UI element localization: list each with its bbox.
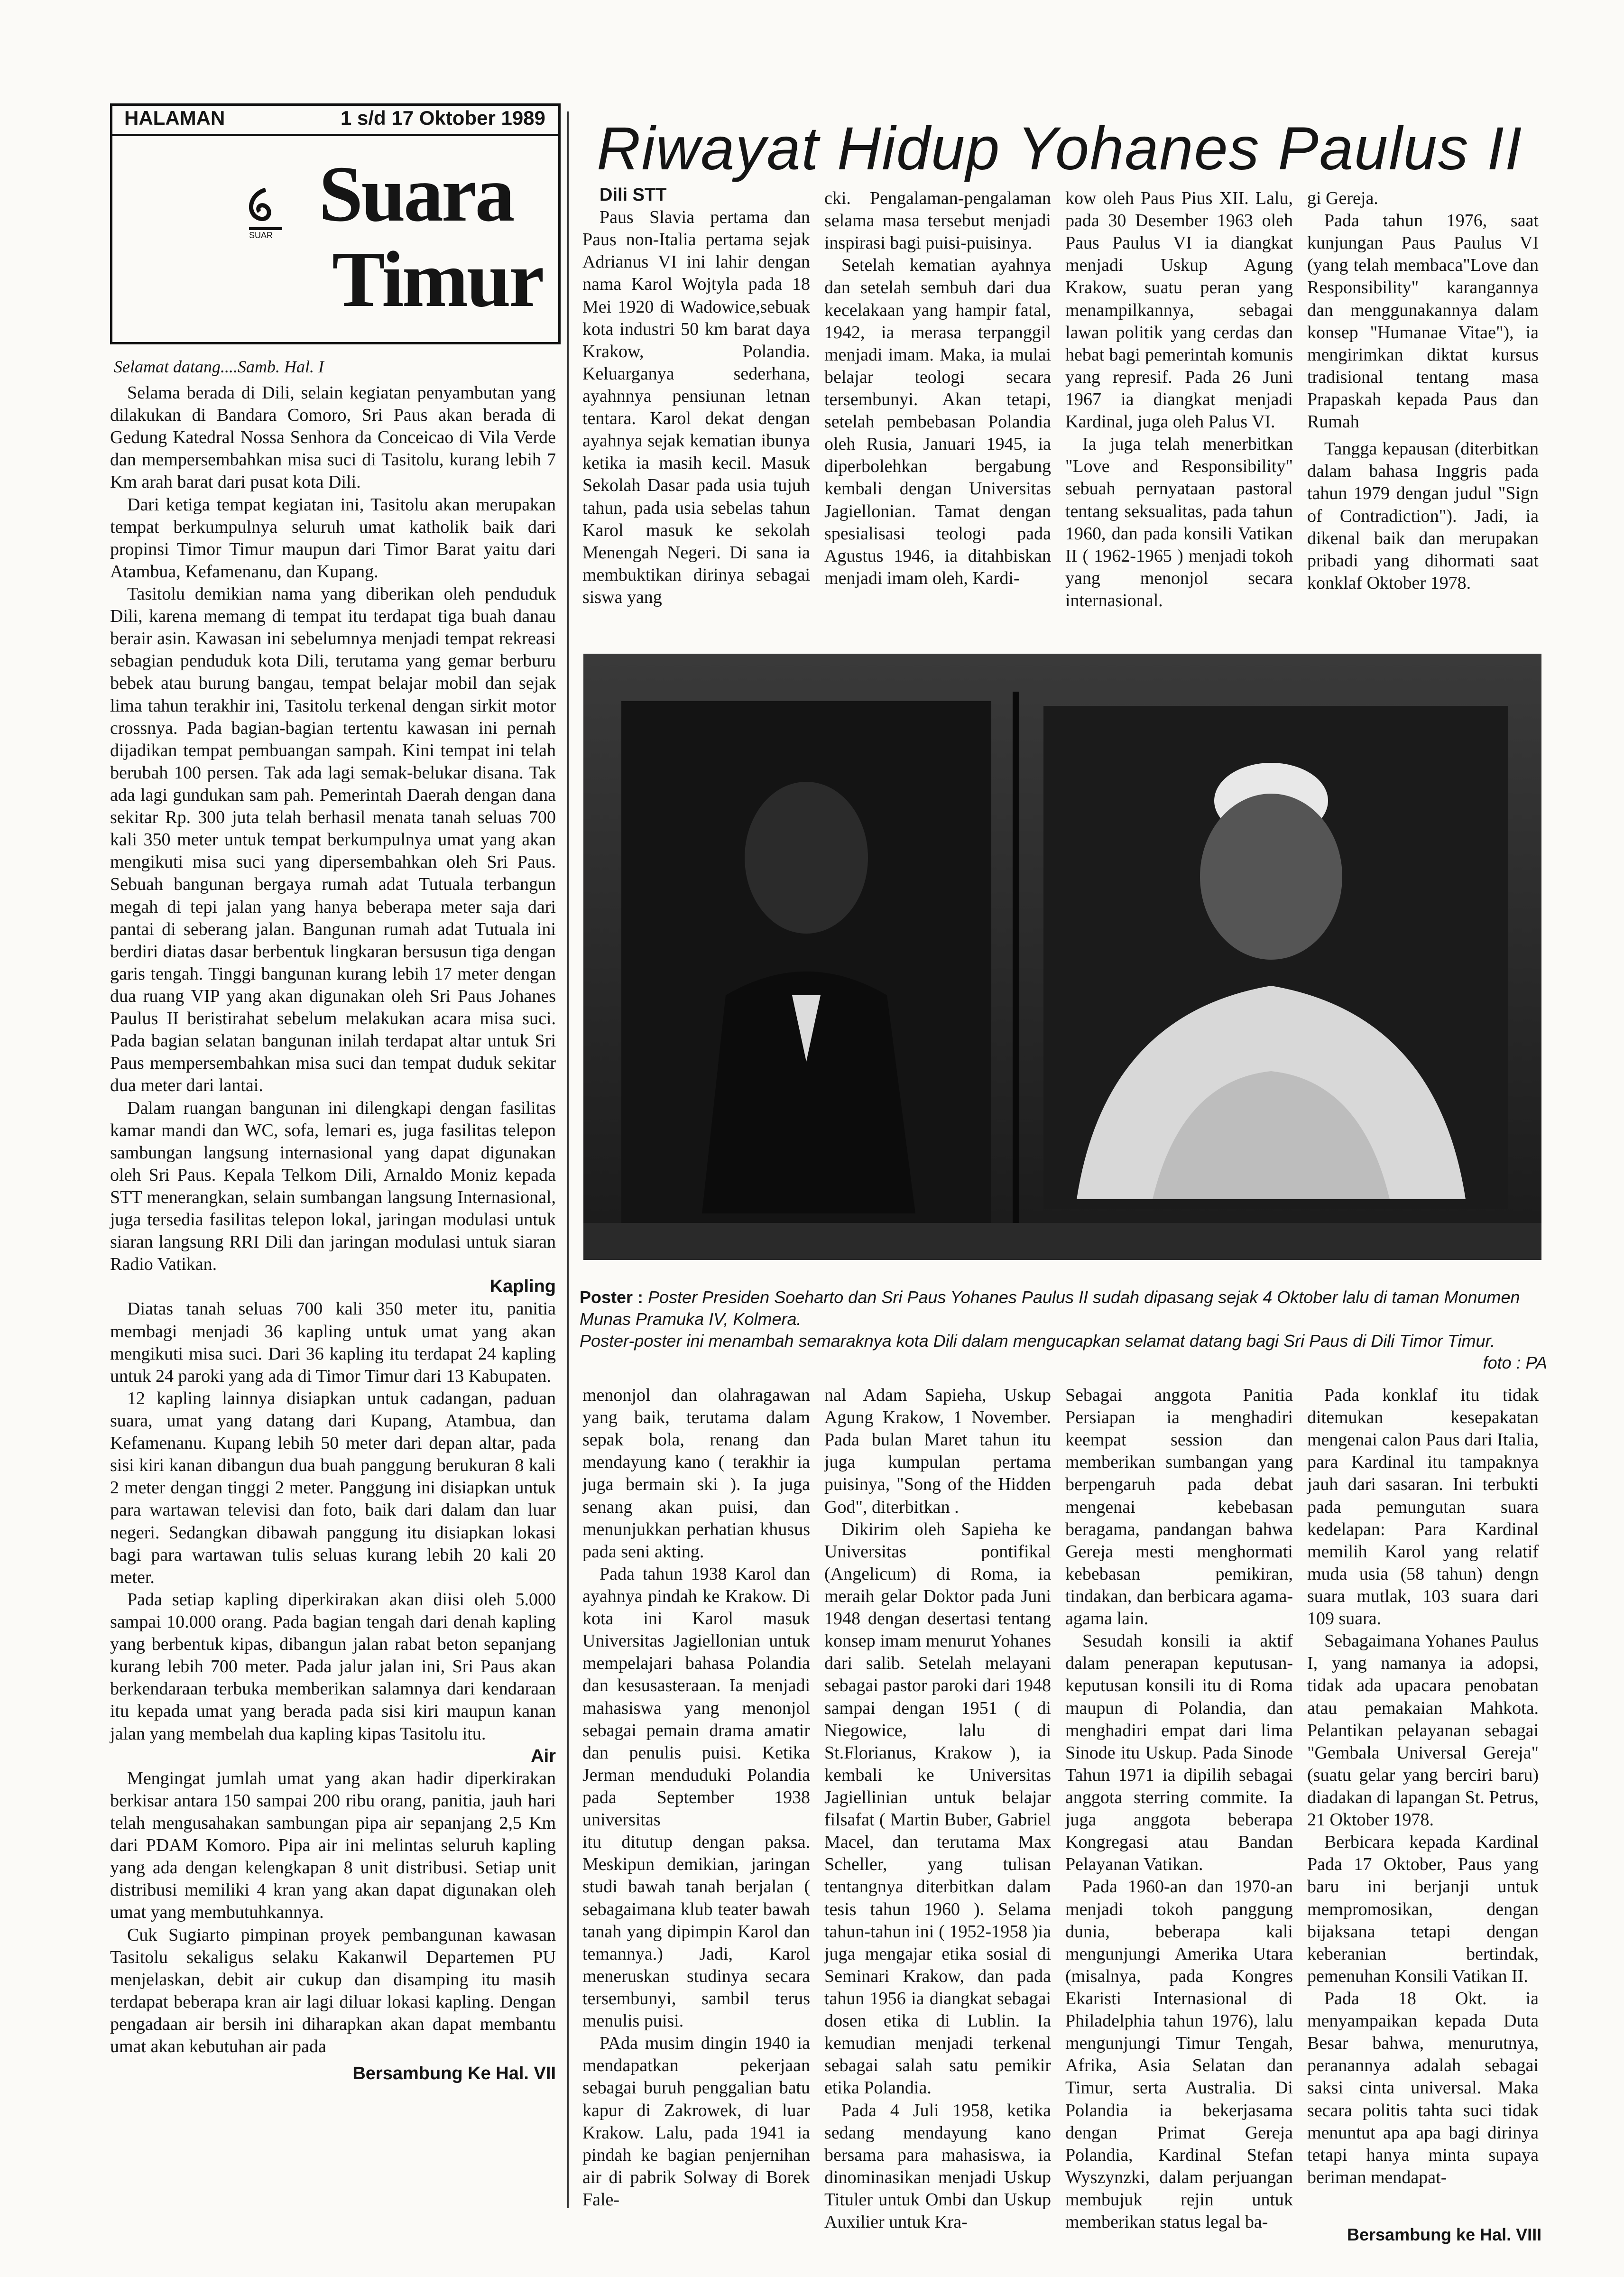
masthead-logo-timur: Timur <box>332 235 543 324</box>
left-paragraph: Tasitolu demikian nama yang diberikan oleh penduduk Dili, karena memang di tempat itu terdapat tiga buah danau berair asin. Kawasan ini sebelumnya menjadi tempat rekreasi sebagian penduduk kota Dili, terutama yang gemar berburu bebek atau burung bangau, tempat belajar mobil dan sejak lima tahun terakhir ini, Tasitolu terkenal dengan sirkit motor crossnya. Pada bagian-bagian tertentu kawasan ini pernah dijadikan tempat pembuangan sampah. Kini tempat ini telah berubah 100 persen. Tak ada lagi semak-belukar disana. Tak ada lagi gundukan sam pah. Pemerintah Daerah dengan dana sekitar Rp. 300 juta telah berhasil menata tanah seluas 700 kali 350 meter untuk tempat berkumpulnya umat yang akan mengikuti misa suci yang dipersembahkan oleh Sri Paus. Sebuah bangunan bergaya rumah adat Tutuala terbangun megah di tepi jalan yang hanya beberapa meter saja dari pantai di seberang jalan. Bangunan rumah adat Tutuala ini berdiri diatas dasar berbentuk lingkaran bersusun tiga dengan garis tengah. Tinggi bangunan kurang lebih 17 meter dengan dua ruang VIP yang akan digunakan oleh Sri Paus Johanes Paulus II beristirahat sebelum melakukan acara misa suci. Pada bagian selatan bangunan inilah terdapat altar untuk Sri Paus mempersembahkan misa suci dan tempat duduk sekitar dua meter dari lantai. <box>110 583 556 1096</box>
main-paragraph: nal Adam Sapieha, Uskup Agung Krakow, 1 November. Pada bulan Maret tahun itu juga kumpulan pertama puisinya, "Song of the Hidden God", diterbitkan . <box>824 1385 1051 1517</box>
newspaper-emblem-icon <box>240 185 292 242</box>
caption-text-2: Poster-poster ini menambah semaraknya kota Dili dalam mengucapkan selamat datang bagi Sri Paus di Dili Timor Timur. <box>580 1331 1495 1351</box>
subhead-kapling: Kapling <box>489 1277 556 1297</box>
left-paragraph: Selama berada di Dili, selain kegiatan penyambutan yang dilakukan di Bandara Comoro, Sri Paus akan berada di Gedung Katedral Nossa Senhora da Conceicao di Vila Verde dan mempersembahkan misa suci di Tasitolu, kurang lebih 7 Km arah barat dari pusat kota Dili. <box>110 383 556 492</box>
continuation-kicker: Selamat datang....Samb. Hal. I <box>114 357 324 376</box>
main-bottom-col-1 <box>582 1384 810 2211</box>
left-paragraph: Dari ketiga tempat kegiatan ini, Tasitolu akan merupakan tempat berkumpulnya seluruh umat katholik baik dari propinsi Timor Timur maupun dari Timor Barat yaitu dari Atambua, Kefamenanu, dan Kupang. <box>110 494 556 582</box>
main-paragraph: Pada tahun 1976, saat kunjungan Paus Paulus VI (yang telah membaca"Love dan Responsibility" karangannya dan menggunakannya dalam konsep "Humanae Vitae"), ia mengirimkan diktat kursus tradisional tentang masa Prapaskah kepada Paus dan Rumah <box>1307 211 1539 432</box>
main-top-col-3 <box>1065 187 1293 612</box>
main-paragraph: Pada 4 Juli 1958, ketika sedang mendayung kano bersama para mahasiswa, ia dinominasikan menjadi Uskup Tituler untuk Ombi dan Uskup Auxilier untuk Kra- <box>824 2100 1051 2232</box>
subhead-air: Air <box>531 1746 556 1766</box>
main-paragraph: Ia juga telah menerbitkan "Love and Responsibility" sebuah pernyataan pastoral tentang seksualitas, pada tahun 1960, dan pada konsili Vatikan II ( 1962-1965 ) menjadi tokoh yang menonjol secara internasional. <box>1065 434 1293 611</box>
main-top-col-1 <box>582 184 810 609</box>
main-bottom-col-4 <box>1307 1384 1539 2189</box>
main-paragraph: PAda musim dingin 1940 ia mendapatkan pekerjaan sebagai buruh penggalian batu kapur di Zakrowek, di luar Krakow. Lalu, pada 1941 ia pindah ke bagian penjernihan air di pabrik Solway di Borek Fale- <box>582 2033 810 2210</box>
main-paragraph: Dikirim oleh Sapieha ke Universitas pontifikal (Angelicum) di Roma, ia meraih gelar Doktor pada Juni 1948 dengan desertasi tentang konsep imam menurut Yohanes dari salib. Setelah melayani sebagai pastor paroki dari 1948 sampai dengan 1951 ( di Niegowice, lalu di St.Florianus, Krakow ), ia kembali ke Universitas Jagiellinian untuk belajar filsafat ( Martin Buber, Gabriel Macel, dan terutama Max Scheller, yang tulisan tentangnya diterbitkan dalam tesis tahun 1960 ). Selama tahun-tahun ini ( 1952-1958 )ia juga mengajar etika sosial di Seminari Krakow, dan pada tahun 1956 ia diangkat sebagai dosen etika di Lublin. Ia kemudian menjadi terkenal sebagai salah satu pemikir etika Polandia. <box>824 1519 1051 2098</box>
continued-notice-main: Bersambung ke Hal. VIII <box>1347 2225 1542 2244</box>
main-paragraph: Pada konklaf itu tidak ditemukan kesepakatan mengenai calon Paus dari Italia, para Kardinal itu tampaknya jauh dari sasaran. Ini terbukti pada pemungutan suara kedelapan: Para Kardinal memilih Karol yang relatif muda usia (58 tahun) dengn suara mutlak, 103 suara dari 109 suara. <box>1307 1385 1539 1629</box>
main-paragraph: Sebagai anggota Panitia Persiapan ia menghadiri keempat session dan memberikan sumbangan yang berpengaruh pada debat mengenai kebebasan beragama, pandangan bahwa Gereja mesti menghormati kebebasan pemikiran, tindakan, dan berbicara agama-agama lain. <box>1065 1385 1293 1629</box>
left-paragraph: Cuk Sugiarto pimpinan proyek pembangunan kawasan Tasitolu sekaligus selaku Kakanwil Departemen PU menjelaskan, debit air cukup dan disamping itu masih terdapat beberapa kran air lagi diluar lokasi kapling. Dengan pengadaan air bersih ini diharapkan akan dapat membantu umat akan kebutuhan air pada <box>110 1925 556 2057</box>
left-paragraph: Mengingat jumlah umat yang akan hadir diperkirakan berkisar antara 150 sampai 200 ribu orang, panitia, jauh hari telah mengusahakan sambungan pipa air sepanjang 2,5 Km dari PDAM Komoro. Pipa air ini melintas seluruh kapling yang ada dengan kelengkapan 8 unit distribusi. Setiap unit distribusi memiliki 4 kran yang akan dapat digunakan oleh umat yang membutuhkannya. <box>110 1768 556 1923</box>
photo-caption <box>580 1287 1547 1374</box>
left-paragraph: Pada setiap kapling diperkirakan akan diisi oleh 5.000 sampai 10.000 orang. Pada bagian tengah dari denah kapling yang berbentuk kipas, dibangun jalan rabat beton sepanjang kurang lebih 700 meter. Pada jalur jalan ini, Sri Paus akan berkendaraan terbuka memberikan salamnya dari kendaraan itu kepada umat yang berada pada sisi kiri maupun kanan jalan yang membelah dua kapling kipas Tasitolu itu. <box>110 1589 556 1744</box>
caption-label: Poster : <box>580 1287 644 1307</box>
main-paragraph: Paus Slavia pertama dan Paus non-Italia pertama sejak Adrianus VI ini lahir dengan nama Karol Wojtyla pada 18 Mei 1920 di Wadowice,sebuak kota industri 50 km barat daya Krakow, Polandia. Keluarganya sederhana, ayahnnya pensiunan letnan tentara. Karol dekat dengan ayahnya sejak kematian ibunya ketika ia masih kecil. Masuk Sekolah Dasar pada usia tujuh tahun, pada usia sebelas tahun Karol masuk ke sekolah Menengah Negeri. Di sana ia membuktikan dirinya sebagai siswa yang <box>582 207 810 607</box>
main-bottom-col-2 <box>824 1384 1051 2233</box>
photo-credit: foto : PA <box>1483 1353 1547 1373</box>
main-paragraph: kow oleh Paus Pius XII. Lalu, pada 30 Desember 1963 oleh Paus Paulus VI ia diangkat menjadi Uskup Agung Krakow, suatu peran yang menampilkannya, sebagai lawan politik yang cerdas dan hebat bagi pemerintah komunis yang represif. Pada 26 Juni 1967 ia diangkat menjadi Kardinal, juga oleh Palus VI. <box>1065 188 1293 432</box>
main-bottom-col-3 <box>1065 1384 1293 2233</box>
left-article-column <box>110 382 556 2085</box>
main-paragraph: Setelah kematian ayahnya dan setelah sembuh dari dua kecelakaan yang hampir fatal, 1942, ia merasa terpanggil menjadi imam. Maka, ia mulai belajar teologi secara tersembunyi. Akan tetapi, setelah pembebasan Polandia oleh Rusia, Januari 1945, ia diperbolehkan bergabung kembali dengan Universitas Jagiellonian. Tamat dengan spesialisasi teologi pada Agustus 1946, ia ditahbiskan menjadi imam oleh, Kardi- <box>824 255 1051 588</box>
main-headline: Riwayat Hidup Yohanes Paulus II <box>597 115 1523 183</box>
column-divider <box>567 111 569 2208</box>
dateline: Dili STT <box>600 185 667 205</box>
main-paragraph: Berbicara kepada Kardinal Pada 17 Oktober, Paus yang baru ini berjanji untuk mempromosikan, dengan bijaksana tetapi dengan keberanian bertindak, pemenuhan Konsili Vatikan II. <box>1307 1832 1539 1986</box>
main-paragraph: Sebagaimana Yohanes Paulus I, yang namanya ia adopsi, tidak ada upacara penobatan atau pemakaian Mahkota. Pelantikan pelayanan sebagai "Gembala Universal Gereja" (suatu gelar yang berciri baru) diadakan di lapangan St. Petrus, 21 Oktober 1978. <box>1307 1631 1539 1830</box>
main-top-col-4 <box>1307 187 1539 594</box>
left-paragraph: Dalam ruangan bangunan ini dilengkapi dengan fasilitas kamar mandi dan WC, sofa, lemari es, juga fasilitas telepon sambungan langsung internasional yang dapat digunakan oleh Sri Paus. Kepala Telkom Dili, Arnaldo Moniz kepada STT menerangkan, selain sumbangan langsung Internasional, juga tersedia fasilitas telepon lokal, jaringan modulasi untuk siaran langsung RRI Dili dan jaringan modulasi untuk siaran Radio Vatikan. <box>110 1098 556 1275</box>
main-paragraph: Tangga kepausan (diterbitkan dalam bahasa Inggris pada tahun 1979 dengan judul "Sign of Contradiction"). Jadi, ia dikenal baik dan merupakan pribadi yang dihormati saat konklaf Oktober 1978. <box>1307 439 1539 593</box>
svg-text:SUAR: SUAR <box>249 231 273 240</box>
main-paragraph: menonjol dan olahragawan yang baik, terutama dalam sepak bola, renang dan mendayung kano ( terakhir ia juga bermain ski ). Ia juga senang akan puisi, dan menunjukkan perhatian khusus pada seni akting. <box>582 1385 810 1562</box>
main-paragraph: itu ditutup dengan paksa. Meskipun demikian, jaringan studi bawah tanah berjalan ( sebagaimana klub teater bawah tanah yang dipimpin Karol dan temannya.) Jadi, Karol meneruskan studinya secara tersembunyi, sambil terus menulis puisi. <box>582 1832 810 2031</box>
caption-text: Poster Presiden Soeharto dan Sri Paus Yohanes Paulus II sudah dipasang sejak 4 Oktober lalu di taman Monumen Munas Pramuka IV, Kolmera. <box>580 1287 1520 1329</box>
main-paragraph: cki. Pengalaman-pengalaman selama masa tersebut menjadi inspirasi bagi puisi-puisinya. <box>824 188 1051 253</box>
page-label: HALAMAN <box>124 107 225 129</box>
poster-photo <box>583 654 1541 1260</box>
left-paragraph: 12 kapling lainnya disiapkan untuk cadangan, paduan suara, umat yang datang dari Kupang, Atambua, dan Kefamenanu. Kupang lebih 50 meter dari depan altar, pada sisi kiri kanan dibangun dua buah panggung berukuran 8 kali 2 meter dengan tinggi 2 meter. Panggung ini disiapkan untuk para wartawan televisi dan foto, baik dari dalam dan luar negeri. Sedangkan dibawah panggung itu disiapkan lokasi bagi para wartawan tulis seluas kurang lebih 20 kali 20 meter. <box>110 1388 556 1587</box>
main-paragraph: Pada tahun 1938 Karol dan ayahnya pindah ke Krakow. Di kota ini Karol masuk Universitas Jagiellonian untuk mempelajari bahasa Polandia dan kesusasteraan. Ia menjadi mahasiswa yang menonjol sebagai pemain drama amatir dan penulis puisi. Ketika Jerman menduduki Polandia pada September 1938 universitas <box>582 1564 810 1830</box>
continued-notice: Bersambung Ke Hal. VII <box>352 2064 556 2084</box>
left-paragraph: Diatas tanah seluas 700 kali 350 meter itu, panitia membagi menjadi 36 kapling untuk umat yang akan mengikuti misa suci. Dari 36 kapling itu terdapat 24 kapling untuk 24 paroki yang ada di Timor Timur dari 13 Kabupaten. <box>110 1299 556 1386</box>
main-paragraph: Sesudah konsili ia aktif dalam penerapan keputusan-keputusan konsili itu di Roma maupun di Polandia, dan menghadiri empat dari lima Sinode itu Uskup. Pada Sinode Tahun 1971 ia dipilih sebagai anggota sterring commite. Ia juga anggota beberapa Kongregasi atau Bandan Pelayanan Vatikan. <box>1065 1631 1293 1875</box>
issue-date: 1 s/d 17 Oktober 1989 <box>341 107 545 129</box>
poster-photo-image <box>583 654 1541 1260</box>
main-paragraph: Pada 1960-an dan 1970-an menjadi tokoh panggung dunia, beberapa kali mengunjungi Amerika Utara (misalnya, pada Kongres Ekaristi Internasional di Philadelphia tahun 1976), lalu mengunjungi Timur Tengah, Afrika, Asia Selatan dan Timur, serta Australia. Di Polandia ia bekerjasama dengan Primat Gereja Polandia, Kardinal Stefan Wyszynzki, dalam perjuangan membujuk rejin untuk memberikan status legal ba- <box>1065 1877 1293 2232</box>
masthead-rule <box>110 134 561 136</box>
main-top-col-2 <box>824 187 1051 590</box>
masthead-logo-suara: Suara <box>319 150 513 238</box>
main-paragraph: gi Gereja. <box>1307 188 1378 208</box>
main-paragraph: Pada 18 Okt. ia menyampaikan kepada Duta Besar bahwa, menurutnya, peranannya adalah sebagai saksi cinta universal. Maka secara politis tahta suci tidak menuntut apa apa bagi dirinya tetapi hanya minta supaya beriman mendapat- <box>1307 1988 1539 2187</box>
